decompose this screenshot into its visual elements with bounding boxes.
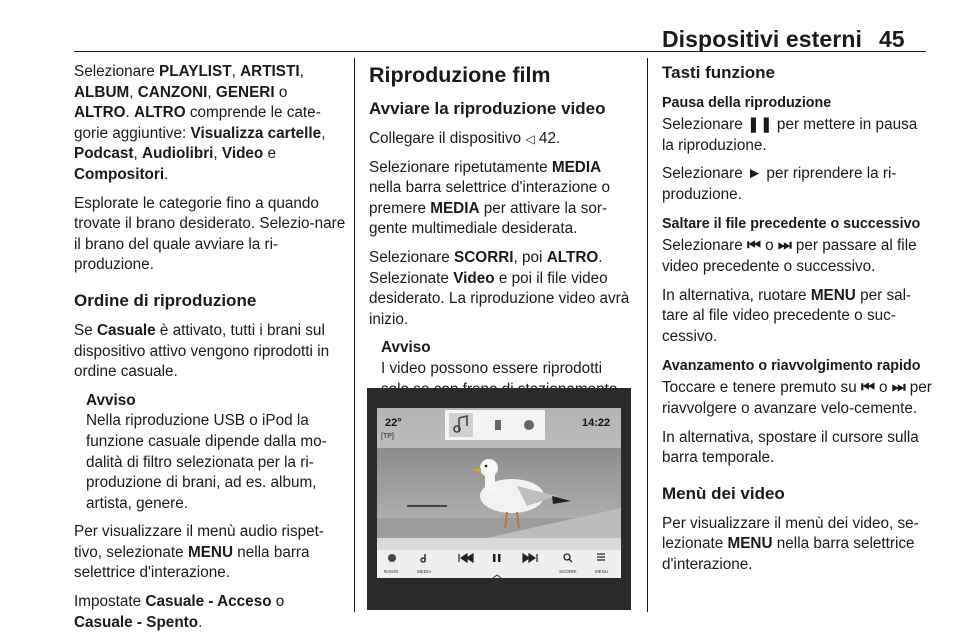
notice-text: I video possono essere riprodotti bbox=[381, 359, 603, 377]
progress-bar bbox=[407, 505, 447, 507]
screen-tp-label: [TP] bbox=[381, 433, 394, 440]
radio-icon bbox=[388, 554, 396, 562]
heading-start-video: Avviare la riproduzione video bbox=[369, 99, 606, 118]
column-1 bbox=[74, 62, 346, 641]
heading-fast-forward: Avanzamento o riavvolgimento rapido bbox=[662, 358, 921, 375]
media-paragraph: Selezionare ripetutamente MEDIA nella barra selettrice d'interazione o premere MEDIA per attivare la sor-gente multimediale desiderata. bbox=[369, 158, 611, 238]
play-icon: ► bbox=[747, 165, 763, 183]
fast-forward-paragraph: Toccare e tenere premuto su ⏮ o ⏭ per riavvolgere o avanzare velo-cemente. bbox=[662, 379, 932, 417]
column-2 bbox=[369, 62, 633, 429]
shuffle-setting-paragraph: Impostate Casuale - Acceso o Casuale - Spento. bbox=[74, 593, 285, 631]
screen-scroll-label: SCORRI bbox=[559, 569, 577, 574]
screen-media-label: MEDIA bbox=[417, 569, 432, 574]
shuffle-paragraph: Se Casuale è attivato, tutti i brani sul dispositivo attivo vengono riprodotti in ordine casuale. bbox=[74, 321, 330, 381]
select-video-paragraph: Selezionare SCORRI, poi ALTRO. Selezionate Video e poi il file video desiderato. La riproduzione video avrà inizio. bbox=[369, 248, 630, 328]
heading-function-keys: Tasti funzione bbox=[662, 63, 776, 82]
chapter-title: Dispositivi esterni bbox=[661, 26, 862, 52]
screen-menu-label: MENU bbox=[595, 569, 609, 574]
screen-illustration bbox=[367, 388, 631, 610]
phone-icon bbox=[495, 420, 501, 430]
browse-paragraph: Esplorate le categorie fino a quando trovate il brano desiderato. Selezio-nare il brano del quale avviare la ri-produzione. bbox=[74, 194, 346, 274]
notice-box bbox=[86, 391, 346, 515]
notice-title: Avviso bbox=[86, 391, 136, 409]
column-divider-1 bbox=[354, 58, 355, 612]
video-menu-paragraph: Per visualizzare il menù dei video, se-lezionate MENU nella barra selettrice d'interazione. bbox=[662, 514, 919, 573]
notice-title: Avviso bbox=[381, 339, 431, 357]
audio-menu-paragraph: Per visualizzare il menù audio rispet-tivo, selezionate MENU nella barra selettrice d'interazione. bbox=[74, 523, 324, 582]
heading-skip: Saltare il file precedente o successivo bbox=[662, 216, 921, 233]
slider-paragraph: In alternativa, spostare il cursore sulla barra temporale. bbox=[662, 428, 919, 467]
heading-movie-playback: Riproduzione film bbox=[369, 63, 551, 87]
next-track-icon: ⏭ bbox=[891, 379, 906, 397]
info-icon bbox=[524, 420, 534, 430]
column-divider-2 bbox=[647, 58, 648, 612]
heading-play-order: Ordine di riproduzione bbox=[74, 290, 257, 310]
screen-radio-label: RADIO bbox=[384, 569, 399, 574]
screen-temperature: 22° bbox=[385, 417, 402, 429]
heading-pause: Pausa della riproduzione bbox=[662, 95, 832, 111]
resume-paragraph: Selezionare ► per riprendere la ri-produzione. bbox=[662, 165, 897, 203]
page-number: 45 bbox=[879, 26, 905, 52]
previous-track-icon: ⏮ bbox=[747, 237, 761, 255]
categories-paragraph: Selezionare PLAYLIST, ARTISTI, ALBUM, CANZONI, GENERI o ALTRO. ALTRO comprende le cate-gorie aggiuntive: Visualizza cartelle, Podcast, Audiolibri, Video e Compositori. bbox=[74, 63, 326, 183]
skip-paragraph: Selezionare ⏮ o ⏭ per passare al file video precedente o successivo. bbox=[662, 237, 917, 275]
infotainment-screen-photo bbox=[367, 388, 631, 610]
column-3 bbox=[662, 62, 932, 584]
notice-text: Nella riproduzione USB o iPod la funzione casuale dipende dalla mo-dalità di filtro selezionata per la ri-produzione di brani, ad es. album, artista, genere. bbox=[86, 412, 327, 512]
header-rule bbox=[74, 51, 926, 52]
skip-menu-paragraph: In alternativa, ruotare MENU per sal-tare al file video precedente o suc-cessivo. bbox=[662, 286, 912, 345]
music-note-icon bbox=[449, 413, 473, 437]
pause-paragraph: Selezionare ❚❚ per mettere in pausa la riproduzione. bbox=[662, 116, 918, 154]
connect-paragraph: Collegare il dispositivo ◁ 42. bbox=[369, 130, 561, 147]
pause-icon: ❚❚ bbox=[747, 116, 773, 133]
previous-track-icon: ⏮ bbox=[860, 379, 875, 397]
screen-clock: 14:22 bbox=[582, 417, 611, 429]
page-ref-icon: ◁ bbox=[525, 132, 535, 146]
heading-video-menu: Menù dei video bbox=[662, 483, 785, 503]
next-track-icon: ⏭ bbox=[777, 237, 792, 255]
